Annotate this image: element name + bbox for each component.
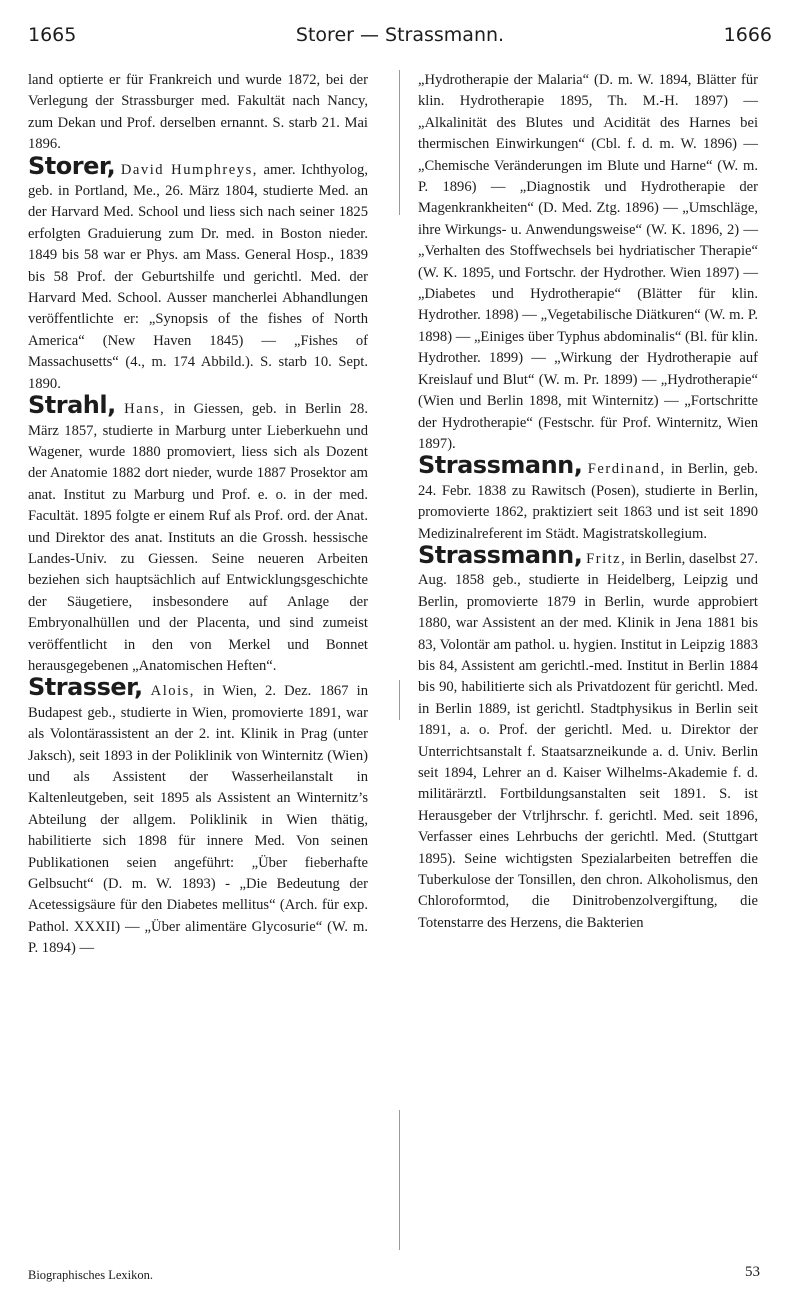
entry-storer [28, 151, 368, 395]
entry-strassmann-ferdinand [418, 451, 758, 545]
page-number-right: 1666 [723, 24, 772, 46]
entry-surname: Strassmann, [418, 451, 583, 480]
entry-given-name: Fritz, [586, 550, 627, 567]
column-rule-upper [399, 70, 400, 215]
entry-surname: Strasser, [28, 673, 143, 702]
entry-strassmann-fritz [418, 540, 758, 934]
entry-text: in Giessen, geb. in Berlin 28. März 1857, studierte in Marburg unter Lieberkuehn und Wagener, wurde 1880 promoviert, liess sich als Dozent der Anatomie 1882 dort nieder, wurde 1887 Prosektor am anat. Institut zu Marburg und Prof. e. o. in der med. Facultät. 1895 folgte er einem Ruf als Prof. ord. der Anat. und Direktor des anat. Instituts an die Grossh. hessische Landes-Univ. zu Giessen. Seine neueren Arbeiten beziehen sich hauptsächlich auf Entwicklungsgeschichte der Säugetiere, insbesondere auf Anlage der Embryonalhüllen und der Placenta, und sind zumeist veröffentlicht in den von Merkel und Bonnet herausgegebenen „Anatomischen Heften“. [28, 401, 368, 674]
page-number-left: 1665 [28, 24, 77, 46]
running-title: Storer — Strassmann. [295, 24, 505, 46]
entry-surname: Strassmann, [418, 540, 583, 569]
entry-given-name: Hans, [124, 401, 166, 418]
footer-source: Biographisches Lexikon. [28, 1268, 153, 1282]
entry-given-name: Ferdinand, [587, 461, 666, 478]
column-rule-bottom [399, 1110, 400, 1250]
entry-given-name: David Humphreys, [120, 161, 258, 178]
entry-given-name: Alois, [150, 683, 195, 700]
continuation-text: land optierte er für Frankreich und wurde 1872, bei der Verlegung der Strassburger med. Fakultät nach Nancy, zum Dekan und Prof. derselben ernannt. S. starb 21. Mai 1896. [28, 72, 368, 153]
entry-text: amer. Ichthyolog, geb. in Portland, Me., 26. März 1804, studierte Med. an der Harvard Med. School und liess sich nach seiner 1825 erfolgten Graduierung zum Dr. med. in Boston nieder. 1849 bis 58 war er Phys. am Mass. General Hosp., 1839 bis 58 Prof. der Geburtshilfe und gerichtl. Med. der Harvard Med. School. Ausser mancherlei Abhandlungen veröffentlichte er: „Synopsis of the fishes of North America“ (New Haven 1845) — „Fishes of Massachusetts“ (4., m. 174 Abbild.). S. starb 10. Sept. 1890. [28, 161, 368, 392]
entry-strahl [28, 391, 368, 677]
right-column [418, 70, 758, 934]
left-column [28, 70, 368, 960]
entry-text: in Berlin, geb. 24. Febr. 1838 zu Rawitsch (Posen), studierte in Berlin, promovierte 1862, praktiziert seit 1863 und ist seit 1890 Medizinalreferent im Städt. Magistratskollegium. [418, 461, 758, 542]
entry-text: in Wien, 2. Dez. 1867 in Budapest geb., studierte in Wien, promovierte 1891, war als Volontärassistent an der 2. int. Klinik in Prag (unter Jaksch), seit 1893 in der Poliklinik von Winternitz (Wien) und als Assistent der Wasserheilanstalt in Kaltenleutgeben, seit 1895 als Assistent an Winternitz’s Abteilung der allgem. Poliklinik in Wien thätig, habilitierte sich 1898 für innere Med. Von seinen Publikationen seien angeführt: „Über fieberhafte Gelbsucht“ (D. m. W. 1893) - „Die Bedeutung der Acetessigsäure für den Diabetes mellitus“ (Arch. für exp. Pathol. XXXII) — „Über alimentäre Glycosurie“ (W. m. P. 1894) — [28, 683, 368, 957]
entry-surname: Strahl, [28, 391, 116, 420]
continuation-text: „Hydrotherapie der Malaria“ (D. m. W. 1894, Blätter für klin. Hydrotherapie 1895, Th. M.-H. 1897) — „Alkalinität des Blutes und Acidität des Harnes bei thermischen Einwirkungen“ (Cbl. f. d. m. W. 1896) — „Chemische Veränderungen im Blute und Harne“ (W. m. P. 1896) — „Diagnostik und Hydrotherapie der Magenkrankheiten“ (D. Med. Ztg. 1896) — „Umschläge, ihre Wirkungs- u. Anwendungsweise“ (W. K. 1896, 2) — „Verhalten des Stoffwechsels bei hydriatischer Therapie“ (W. K. 1895, und Fortschr. der Hydrother. Wien 1897) — „Diabetes und Hydrotherapie“ (Blätter für klin. Hydrother. 1898) — „Vegetabilische Diätkuren“ (W. m. P. 1898) — „Einiges über Typhus abdominalis“ (Bl. für klin. Hydrother. 1899) — „Wirkung der Hydrotherapie auf Kreislauf und Blut“ (W. m. Pr. 1899) — „Hydrotherapie“ (Wien und Berlin 1898, mit Winternitz) — „Fortschritte der Hydrotherapie“ (Festschr. für Prof. Winternitz, Wien 1897). [418, 72, 758, 452]
running-head [28, 22, 772, 48]
entry-surname: Storer, [28, 151, 116, 180]
entry-strasser [28, 673, 368, 959]
signature-mark: 53 [745, 1264, 760, 1280]
entry-text: in Berlin, daselbst 27. Aug. 1858 geb., studierte in Heidelberg, Leipzig und Berlin, promovierte 1879 in Berlin, wurde approbiert 1880, war Assistent an der med. Klinik in Jena 1881 bis 83, Volontär am pathol. u. hygien. Institut in Leipzig 1883 bis 84, Assistent am gerichtl.-med. Institut in Berlin 1884 bis 90, habilitierte sich als Privatdozent für gerichtl. Med. in Berlin 1889, ist gerichtl. Stadtphysikus in Berlin seit 1891, a. o. Prof. der gerichtl. Med. u. Direktor der Unterrichtsanstalt f. Staatsarzneikunde a. d. Univ. Berlin seit 1894, Lehrer an d. Kaiser Wilhelms-Akademie f. d. militärärztl. Fortbildungsanstalten seit 1891. S. ist Herausgeber der Vtrljhrschr. f. gerichtl. Med. seit 1896, Verfasser eines Lehrbuchs der gerichtl. Med. (Stuttgart 1895). Seine wichtigsten Spezialarbeiten betreffen die Tuberkulose der Tonsillen, den chron. Alkoholismus, den Chloroformtod, die Dinitrobenzolvergiftung, die Totenstarre des Herzens, die Bakterien [418, 550, 758, 931]
column-rule-lower [399, 680, 400, 720]
